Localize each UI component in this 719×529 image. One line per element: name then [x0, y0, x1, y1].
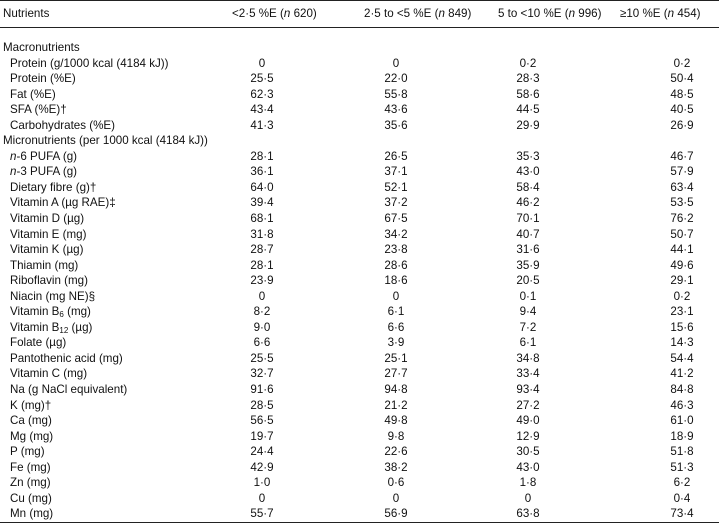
row-label	[10, 444, 45, 460]
table-row	[0, 118, 719, 134]
cell-col1: 0	[258, 289, 266, 303]
table-header	[0, 1, 719, 27]
row-label-prefix: n	[10, 149, 17, 163]
cell-col4: 57·9	[670, 165, 694, 179]
row-label	[10, 506, 53, 522]
cell-col1: 0	[258, 56, 266, 70]
table-row	[0, 87, 719, 103]
cell-col2: 37·2	[384, 196, 408, 210]
cell-col1: 28·5	[250, 398, 274, 412]
cell-col3: 43·0	[516, 165, 540, 179]
cell-col4: 50·4	[670, 72, 694, 86]
row-label-text: Vitamin E (mg)	[10, 227, 87, 241]
row-label-text: Mn (mg)	[10, 507, 54, 521]
row-label	[10, 475, 51, 491]
cell-col3: 34·8	[516, 351, 540, 365]
row-label-text: Folate (µg)	[10, 336, 67, 350]
header-col4: ≥10 %E (n 454)	[620, 7, 701, 20]
cell-col3: 46·2	[516, 196, 540, 210]
row-label-text: Riboflavin (mg)	[10, 274, 88, 288]
cell-col3: 49·0	[516, 414, 540, 428]
cell-col4: 0·2	[673, 289, 691, 303]
table-row	[0, 413, 719, 429]
row-label	[10, 351, 123, 367]
row-label	[10, 273, 88, 289]
cell-col3: 1·8	[519, 476, 537, 490]
table-row	[0, 506, 719, 522]
table-row	[0, 102, 719, 118]
cell-col4: 63·4	[670, 180, 694, 194]
cell-col3: 63·8	[516, 507, 540, 521]
cell-col2: 43·6	[384, 103, 408, 117]
cell-col3: 20·5	[516, 274, 540, 288]
cell-col4: 29·1	[670, 274, 694, 288]
table-row	[0, 273, 719, 289]
cell-col2: 37·1	[384, 165, 408, 179]
cell-col1: 36·1	[250, 165, 274, 179]
table-row	[0, 351, 719, 367]
cell-col4: 26·9	[670, 118, 694, 132]
cell-col4: 18·9	[670, 429, 694, 443]
row-label-text: Vitamin K (µg)	[10, 243, 84, 257]
cell-col4: 14·3	[670, 336, 694, 350]
row-label	[10, 56, 169, 72]
cell-col3: 9·4	[519, 305, 537, 319]
bottom-rule	[0, 522, 719, 523]
row-label-text: Carbohydrates (%E)	[10, 118, 116, 132]
table-row	[0, 475, 719, 491]
row-label-text: Pantothenic acid (mg)	[10, 351, 123, 365]
row-label-text: Na (g NaCl equivalent)	[10, 383, 128, 397]
row-label	[10, 289, 95, 305]
row-label-text: Vitamin A (µg RAE)‡	[10, 196, 116, 210]
cell-col4: 73·4	[670, 507, 694, 521]
cell-col3: 0·1	[519, 289, 537, 303]
section-label: Micronutrients (per 1000 kcal (4184 kJ))	[3, 134, 208, 148]
cell-col2: 27·7	[384, 367, 408, 381]
cell-col1: 32·7	[250, 367, 274, 381]
cell-col3: 6·1	[519, 336, 537, 350]
cell-col2: 0·6	[387, 476, 405, 490]
cell-col4: 0·2	[673, 56, 691, 70]
row-label	[10, 335, 66, 351]
row-label	[10, 118, 115, 134]
row-label-text: -3 PUFA (g)	[16, 165, 78, 179]
cell-col1: 8·2	[253, 305, 271, 319]
row-label-text: Vitamin B	[10, 320, 60, 334]
cell-col2: 18·6	[384, 274, 408, 288]
row-label	[10, 211, 84, 227]
cell-col3: 28·3	[516, 72, 540, 86]
cell-col4: 41·2	[670, 367, 694, 381]
header-col2-range: 2·5 to <5 %E	[364, 7, 432, 20]
cell-col2: 23·8	[384, 243, 408, 257]
header-col4-range: ≥10 %E	[620, 7, 661, 20]
row-label-text: Mg (mg)	[10, 429, 54, 443]
cell-col1: 31·8	[250, 227, 274, 241]
cell-col2: 22·6	[384, 445, 408, 459]
cell-col4: 46·7	[670, 149, 694, 163]
cell-col4: 53·5	[670, 196, 694, 210]
cell-col4: 84·8	[670, 383, 694, 397]
row-label	[10, 164, 77, 180]
cell-col2: 0	[392, 491, 400, 505]
cell-col4: 51·8	[670, 445, 694, 459]
cell-col3: 30·5	[516, 445, 540, 459]
cell-col1: 6·6	[253, 336, 271, 350]
row-label-text: Dietary fibre (g)†	[10, 180, 97, 194]
row-label-subscript: 6	[59, 310, 64, 320]
macro-rows	[0, 56, 719, 134]
cell-col1: 62·3	[250, 87, 274, 101]
header-col3-n: 996	[578, 7, 598, 20]
row-label-text: Cu (mg)	[10, 491, 52, 505]
row-label-text: Fat (%E)	[10, 87, 56, 101]
cell-col2: 55·8	[384, 87, 408, 101]
row-label-text: Vitamin B	[10, 305, 60, 319]
row-label	[10, 382, 127, 398]
row-label-text: -6 PUFA (g)	[16, 149, 78, 163]
cell-col2: 25·1	[384, 351, 408, 365]
cell-col4: 49·6	[670, 258, 694, 272]
header-col4-n: 454	[677, 7, 697, 20]
cell-col3: 93·4	[516, 383, 540, 397]
table-row	[0, 195, 719, 211]
table-row	[0, 491, 719, 507]
cell-col1: 28·1	[250, 149, 274, 163]
table-row	[0, 149, 719, 165]
table-row	[0, 289, 719, 305]
header-col3: 5 to <10 %E (n 996)	[498, 7, 602, 20]
row-label-text: Thiamin (mg)	[10, 258, 79, 272]
cell-col4: 6·2	[673, 476, 691, 490]
row-label-suffix: (µg)	[68, 320, 93, 334]
table-row	[0, 258, 719, 274]
cell-col1: 91·6	[250, 383, 274, 397]
cell-col4: 51·3	[670, 460, 694, 474]
table-row	[0, 398, 719, 414]
header-col3-range: 5 to <10 %E	[498, 7, 562, 20]
row-label	[10, 227, 86, 243]
row-label-text: Niacin (mg NE)§	[10, 289, 96, 303]
row-label	[10, 429, 53, 445]
table-row	[0, 304, 719, 320]
row-label	[10, 366, 87, 382]
cell-col1: 25·5	[250, 351, 274, 365]
row-label	[10, 102, 67, 118]
cell-col3: 70·1	[516, 212, 540, 226]
cell-col3: 0	[524, 491, 532, 505]
row-label-text: Protein (g/1000 kcal (4184 kJ))	[10, 56, 169, 70]
cell-col3: 35·3	[516, 149, 540, 163]
cell-col3: 33·4	[516, 367, 540, 381]
row-label	[10, 413, 52, 429]
cell-col2: 9·8	[387, 429, 405, 443]
cell-col2: 21·2	[384, 398, 408, 412]
cell-col2: 35·6	[384, 118, 408, 132]
table-row	[0, 56, 719, 72]
header-col2-n: 849	[448, 7, 468, 20]
cell-col2: 6·6	[387, 320, 405, 334]
row-label	[10, 149, 77, 165]
row-label	[10, 242, 83, 258]
table-row	[0, 227, 719, 243]
header-col2: 2·5 to <5 %E (n 849)	[364, 7, 472, 20]
cell-col4: 61·0	[670, 414, 694, 428]
cell-col1: 28·1	[250, 258, 274, 272]
cell-col1: 43·4	[250, 103, 274, 117]
cell-col2: 38·2	[384, 460, 408, 474]
micro-rows	[0, 149, 719, 522]
row-label	[10, 320, 92, 336]
row-label-text: Zn (mg)	[10, 476, 51, 490]
cell-col2: 22·0	[384, 72, 408, 86]
table-row	[0, 242, 719, 258]
header-col1-range: <2·5 %E	[232, 7, 277, 20]
table-row	[0, 366, 719, 382]
row-label-text: Fe (mg)	[10, 460, 51, 474]
cell-col2: 52·1	[384, 180, 408, 194]
row-label	[10, 491, 52, 507]
table-row	[0, 211, 719, 227]
cell-col3: 31·6	[516, 243, 540, 257]
cell-col3: 58·4	[516, 180, 540, 194]
cell-col2: 56·9	[384, 507, 408, 521]
cell-col1: 64·0	[250, 180, 274, 194]
cell-col2: 28·6	[384, 258, 408, 272]
cell-col1: 0	[258, 491, 266, 505]
row-label-text: K (mg)†	[10, 398, 52, 412]
table-row	[0, 444, 719, 460]
row-label	[10, 304, 91, 320]
header-col1: <2·5 %E (n 620)	[232, 7, 317, 20]
row-label	[10, 71, 76, 87]
row-label-text: Ca (mg)	[10, 414, 52, 428]
row-label-text: P (mg)	[10, 445, 45, 459]
row-label	[10, 258, 78, 274]
cell-col2: 49·8	[384, 414, 408, 428]
cell-col3: 44·5	[516, 103, 540, 117]
row-label	[10, 460, 51, 476]
table-row	[0, 71, 719, 87]
cell-col1: 24·4	[250, 445, 274, 459]
row-label	[10, 180, 96, 196]
row-label-subscript: 12	[59, 325, 69, 335]
header-col1-n: 620	[293, 7, 313, 20]
cell-col4: 46·3	[670, 398, 694, 412]
cell-col1: 41·3	[250, 118, 274, 132]
row-label	[10, 195, 116, 211]
cell-col3: 0·2	[519, 56, 537, 70]
section-macronutrients	[0, 40, 719, 56]
cell-col4: 50·7	[670, 227, 694, 241]
cell-col3: 7·2	[519, 320, 537, 334]
cell-col1: 42·9	[250, 460, 274, 474]
table-row	[0, 335, 719, 351]
table-row	[0, 164, 719, 180]
cell-col3: 27·2	[516, 398, 540, 412]
cell-col3: 35·9	[516, 258, 540, 272]
cell-col2: 0	[392, 289, 400, 303]
cell-col2: 34·2	[384, 227, 408, 241]
cell-col1: 25·5	[250, 72, 274, 86]
cell-col4: 76·2	[670, 212, 694, 226]
row-label-suffix: (mg)	[63, 305, 91, 319]
table-row	[0, 460, 719, 476]
cell-col3: 40·7	[516, 227, 540, 241]
row-label-text: Vitamin D (µg)	[10, 212, 85, 226]
cell-col1: 28·7	[250, 243, 274, 257]
cell-col2: 67·5	[384, 212, 408, 226]
section-label: Macronutrients	[3, 41, 80, 54]
table-row	[0, 180, 719, 196]
cell-col4: 40·5	[670, 103, 694, 117]
cell-col1: 55·7	[250, 507, 274, 521]
cell-col4: 0·4	[673, 491, 691, 505]
table-body	[0, 28, 719, 522]
cell-col2: 6·1	[387, 305, 405, 319]
cell-col4: 48·5	[670, 87, 694, 101]
row-label-text: SFA (%E)†	[10, 103, 67, 117]
row-label	[10, 398, 51, 414]
section-micronutrients	[0, 133, 719, 149]
cell-col3: 12·9	[516, 429, 540, 443]
cell-col1: 19·7	[250, 429, 274, 443]
cell-col2: 0	[392, 56, 400, 70]
cell-col1: 9·0	[253, 320, 271, 334]
cell-col4: 15·6	[670, 320, 694, 334]
cell-col2: 3·9	[387, 336, 405, 350]
table-row	[0, 320, 719, 336]
table-row	[0, 382, 719, 398]
cell-col3: 29·9	[516, 118, 540, 132]
cell-col1: 1·0	[253, 476, 271, 490]
cell-col4: 23·1	[670, 305, 694, 319]
table-row	[0, 429, 719, 445]
row-label-prefix: n	[10, 165, 17, 179]
row-label-text: Vitamin C (mg)	[10, 367, 88, 381]
cell-col4: 54·4	[670, 351, 694, 365]
cell-col3: 58·6	[516, 87, 540, 101]
cell-col1: 68·1	[250, 212, 274, 226]
row-label	[10, 87, 56, 103]
cell-col1: 56·5	[250, 414, 274, 428]
row-label-text: Protein (%E)	[10, 72, 76, 86]
cell-col2: 94·8	[384, 383, 408, 397]
cell-col1: 23·9	[250, 274, 274, 288]
cell-col3: 43·0	[516, 460, 540, 474]
header-nutrients: Nutrients	[3, 7, 50, 20]
cell-col4: 44·1	[670, 243, 694, 257]
cell-col2: 26·5	[384, 149, 408, 163]
cell-col1: 39·4	[250, 196, 274, 210]
